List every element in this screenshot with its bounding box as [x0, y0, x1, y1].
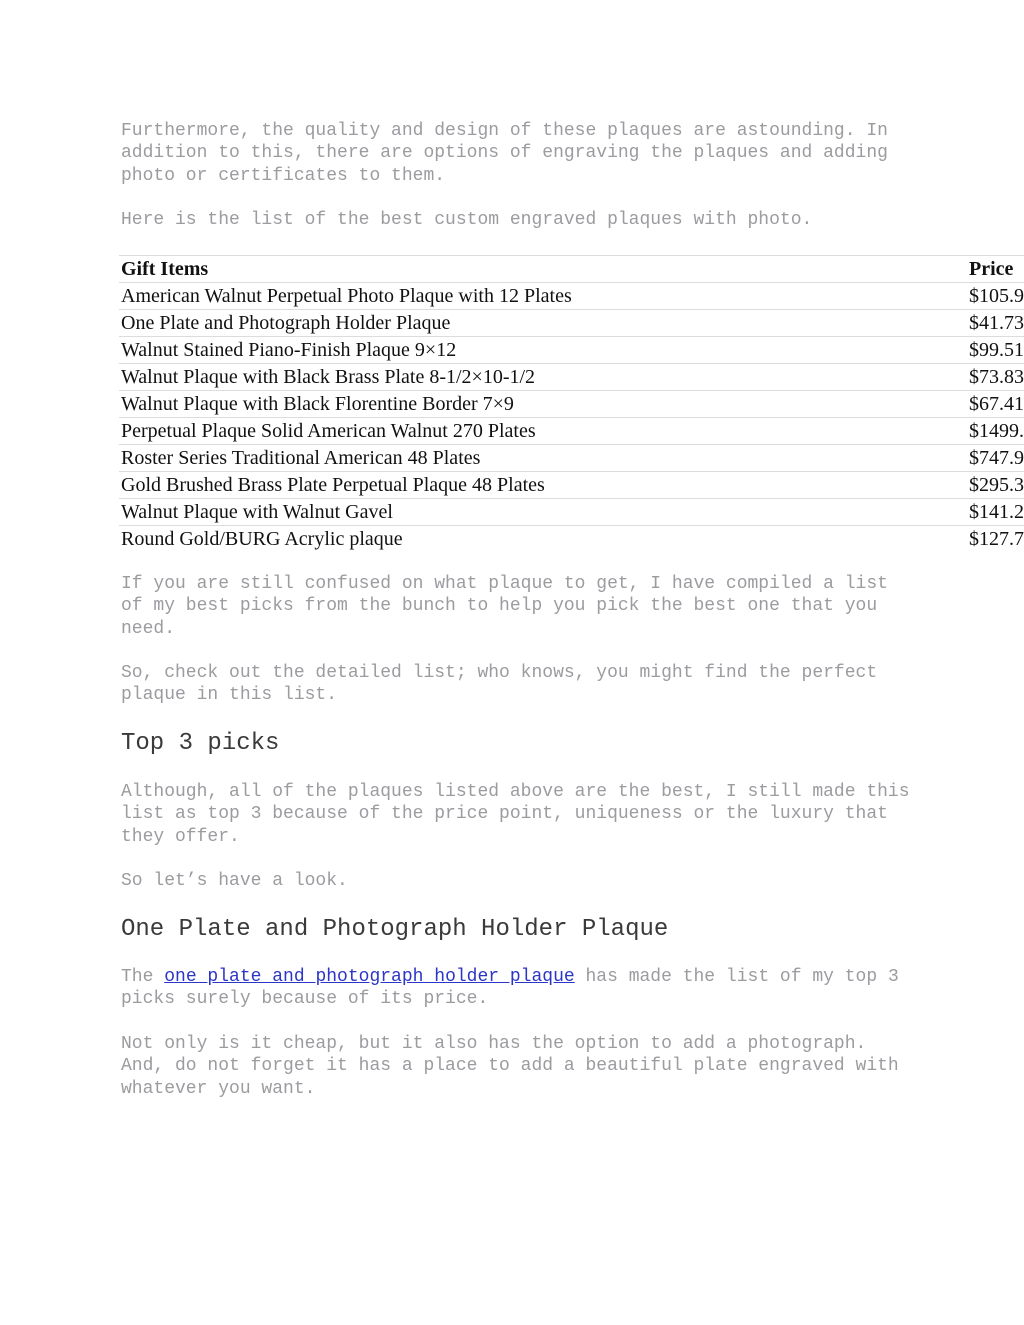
table-row [119, 337, 1024, 364]
gift-item-price: $105.9 [969, 283, 1024, 310]
gift-item-name: Walnut Plaque with Walnut Gavel [119, 499, 969, 526]
table-row [119, 445, 1024, 472]
gift-item-price: $99.51 [969, 337, 1024, 364]
gift-item-price: $127.7 [969, 526, 1024, 553]
top-picks-heading: Top 3 picks [121, 730, 280, 757]
one-plate-text-before: The [121, 967, 165, 987]
gift-item-name: Walnut Plaque with Black Florentine Border 7×9 [119, 391, 969, 418]
intro-paragraph-quality: Furthermore, the quality and design of these plaques are astounding. In addition to this, there are options of engraving the plaques and adding photo or certificates to them. [121, 121, 888, 186]
gift-items-table [119, 255, 1024, 552]
header-price: Price [969, 256, 1024, 283]
intro-paragraph-list: Here is the list of the best custom engraved plaques with photo. [121, 210, 813, 230]
gift-item-price: $1499. [969, 418, 1024, 445]
table-row [119, 283, 1024, 310]
confused-paragraph: If you are still confused on what plaque to get, I have compiled a list of my best picks from the bunch to help you pick the best one that you need. [121, 574, 888, 639]
table-row [119, 364, 1024, 391]
section-heading-one-plate: One Plate and Photograph Holder Plaque [121, 916, 669, 943]
gift-item-price: $41.73 [969, 310, 1024, 337]
table-row [119, 472, 1024, 499]
check-out-paragraph: So, check out the detailed list; who knows, you might find the perfect plaque in this list. [121, 663, 878, 706]
top-picks-intro-paragraph: Although, all of the plaques listed above are the best, I still made this list as top 3 because of the price point, uniqueness or the luxury that they offer. [121, 782, 910, 847]
table-header-row [119, 256, 1024, 283]
table-row [119, 391, 1024, 418]
gift-item-name: American Walnut Perpetual Photo Plaque with 12 Plates [119, 283, 969, 310]
gift-item-price: $747.9 [969, 445, 1024, 472]
gift-item-name: Walnut Plaque with Black Brass Plate 8-1/2×10-1/2 [119, 364, 969, 391]
gift-item-price: $141.2 [969, 499, 1024, 526]
table-row [119, 499, 1024, 526]
table-row [119, 310, 1024, 337]
gift-item-name: Round Gold/BURG Acrylic plaque [119, 526, 969, 553]
gift-item-name: Walnut Stained Piano-Finish Plaque 9×12 [119, 337, 969, 364]
one-plate-text-after: has made the list of my top 3 picks surely because of its price. [121, 967, 899, 1010]
gift-item-price: $67.41 [969, 391, 1024, 418]
header-gift-items: Gift Items [119, 256, 969, 283]
gift-item-price: $73.83 [969, 364, 1024, 391]
gift-item-price: $295.3 [969, 472, 1024, 499]
table-row [119, 526, 1024, 553]
gift-item-name: Gold Brushed Brass Plate Perpetual Plaque 48 Plates [119, 472, 969, 499]
gift-item-name: One Plate and Photograph Holder Plaque [119, 310, 969, 337]
gift-item-name: Perpetual Plaque Solid American Walnut 270 Plates [119, 418, 969, 445]
one-plate-product-link[interactable]: one plate and photograph holder plaque [164, 967, 575, 987]
one-plate-paragraph [121, 966, 911, 1011]
table-row [119, 418, 1024, 445]
not-only-cheap-paragraph: Not only is it cheap, but it also has the option to add a photograph. And, do not forget it has a place to add a beautiful plate engraved with whatever you want. [121, 1034, 899, 1099]
lets-have-a-look-paragraph: So let’s have a look. [121, 871, 348, 891]
gift-item-name: Roster Series Traditional American 48 Plates [119, 445, 969, 472]
